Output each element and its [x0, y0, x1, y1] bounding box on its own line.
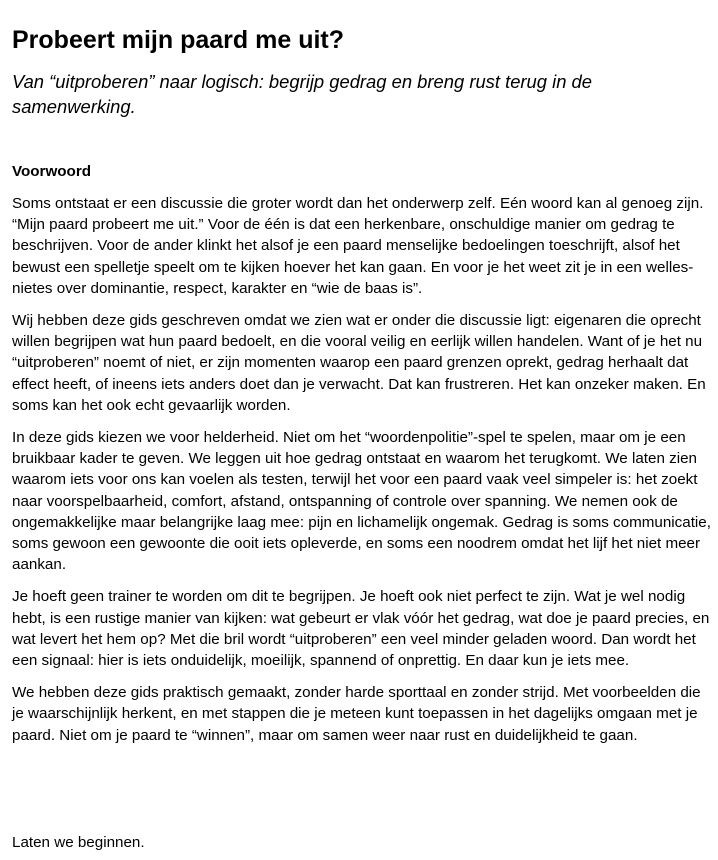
- paragraph: We hebben deze gids praktisch gemaakt, zonder harde sporttaal en zonder strijd. Met voorbeelden die je waarschijnlijk herkent, en met stappen die je meteen kunt toepassen in het dagelijks omgaan met je paard. Niet om je paard te “winnen”, maar om samen weer naar rust en duidelijkheid te gaan.: [12, 684, 701, 744]
- page-title: Probeert mijn paard me uit?: [12, 26, 345, 54]
- paragraph: Wij hebben deze gids geschreven omdat we zien wat er onder die discussie ligt: eigenaren die oprecht willen begrijpen wat hun paard bedoelt, en die vooral veilig en eerlijk willen handelen. Want of je het nu “uitproberen” noemt of niet, er zijn momenten waarop een paard grenzen oprekt, gedrag herhaalt dat effect heeft, of ineens iets anders doet dan je verwacht. Dat kan frustreren. Het kan onzeker maken. En soms kan het ook echt gevaarlijk worden.: [12, 312, 706, 414]
- paragraph: Soms ontstaat er een discussie die groter wordt dan het onderwerp zelf. Eén woord kan al genoeg zijn. “Mijn paard probeert me uit.” Voor de één is dat een herkenbare, onschuldige manier om gedrag te beschrijven. Voor de ander klinkt het alsof je een paard menselijke bedoelingen toeschrijft, alsof het bewust een spelletje speelt om te kijken hoever het kan gaan. En voor je het weet zit je in een welles-nietes over dominantie, respect, karakter en “wie de baas is”.: [12, 195, 704, 297]
- paragraph: Je hoeft geen trainer te worden om dit te begrijpen. Je hoeft ook niet perfect te zijn. Wat je wel nodig hebt, is een rustige manier van kijken: wat gebeurt er vlak vóór het gedrag, wat doe je paard precies, en wat levert het hem op? Met die bril wordt “uitproberen” een veel minder geladen woord. Dan wordt het een signaal: hier is iets onduidelijk, moeilijk, spannend of onprettig. En daar kun je iets mee.: [12, 588, 710, 670]
- page-subtitle: Van “uitproberen” naar logisch: begrijp gedrag en breng rust terug in de samenwerking.: [12, 71, 593, 117]
- section-heading-voorwoord: Voorwoord: [12, 163, 92, 180]
- foreword-body: [12, 193, 712, 757]
- paragraph: In deze gids kiezen we voor helderheid. Niet om het “woordenpolitie”-spel te spelen, maar om je een bruikbaar kader te geven. We leggen uit hoe gedrag ontstaat en waarom het terugkomt. We laten zien waarom iets voor ons kan voelen als testen, terwijl het voor een paard vaak veel simpeler is: het zoekt naar voorspelbaarheid, comfort, afstand, ontspanning of controle over spanning. We nemen ook de ongemakkelijke maar belangrijke laag mee: pijn en lichamelijk ongemak. Gedrag is soms communicatie, soms gewoon een gewoonte die ooit iets opleverde, en soms een noodrem omdat het lijf het niet meer aankan.: [12, 429, 711, 574]
- closing-line: Laten we beginnen.: [12, 834, 145, 851]
